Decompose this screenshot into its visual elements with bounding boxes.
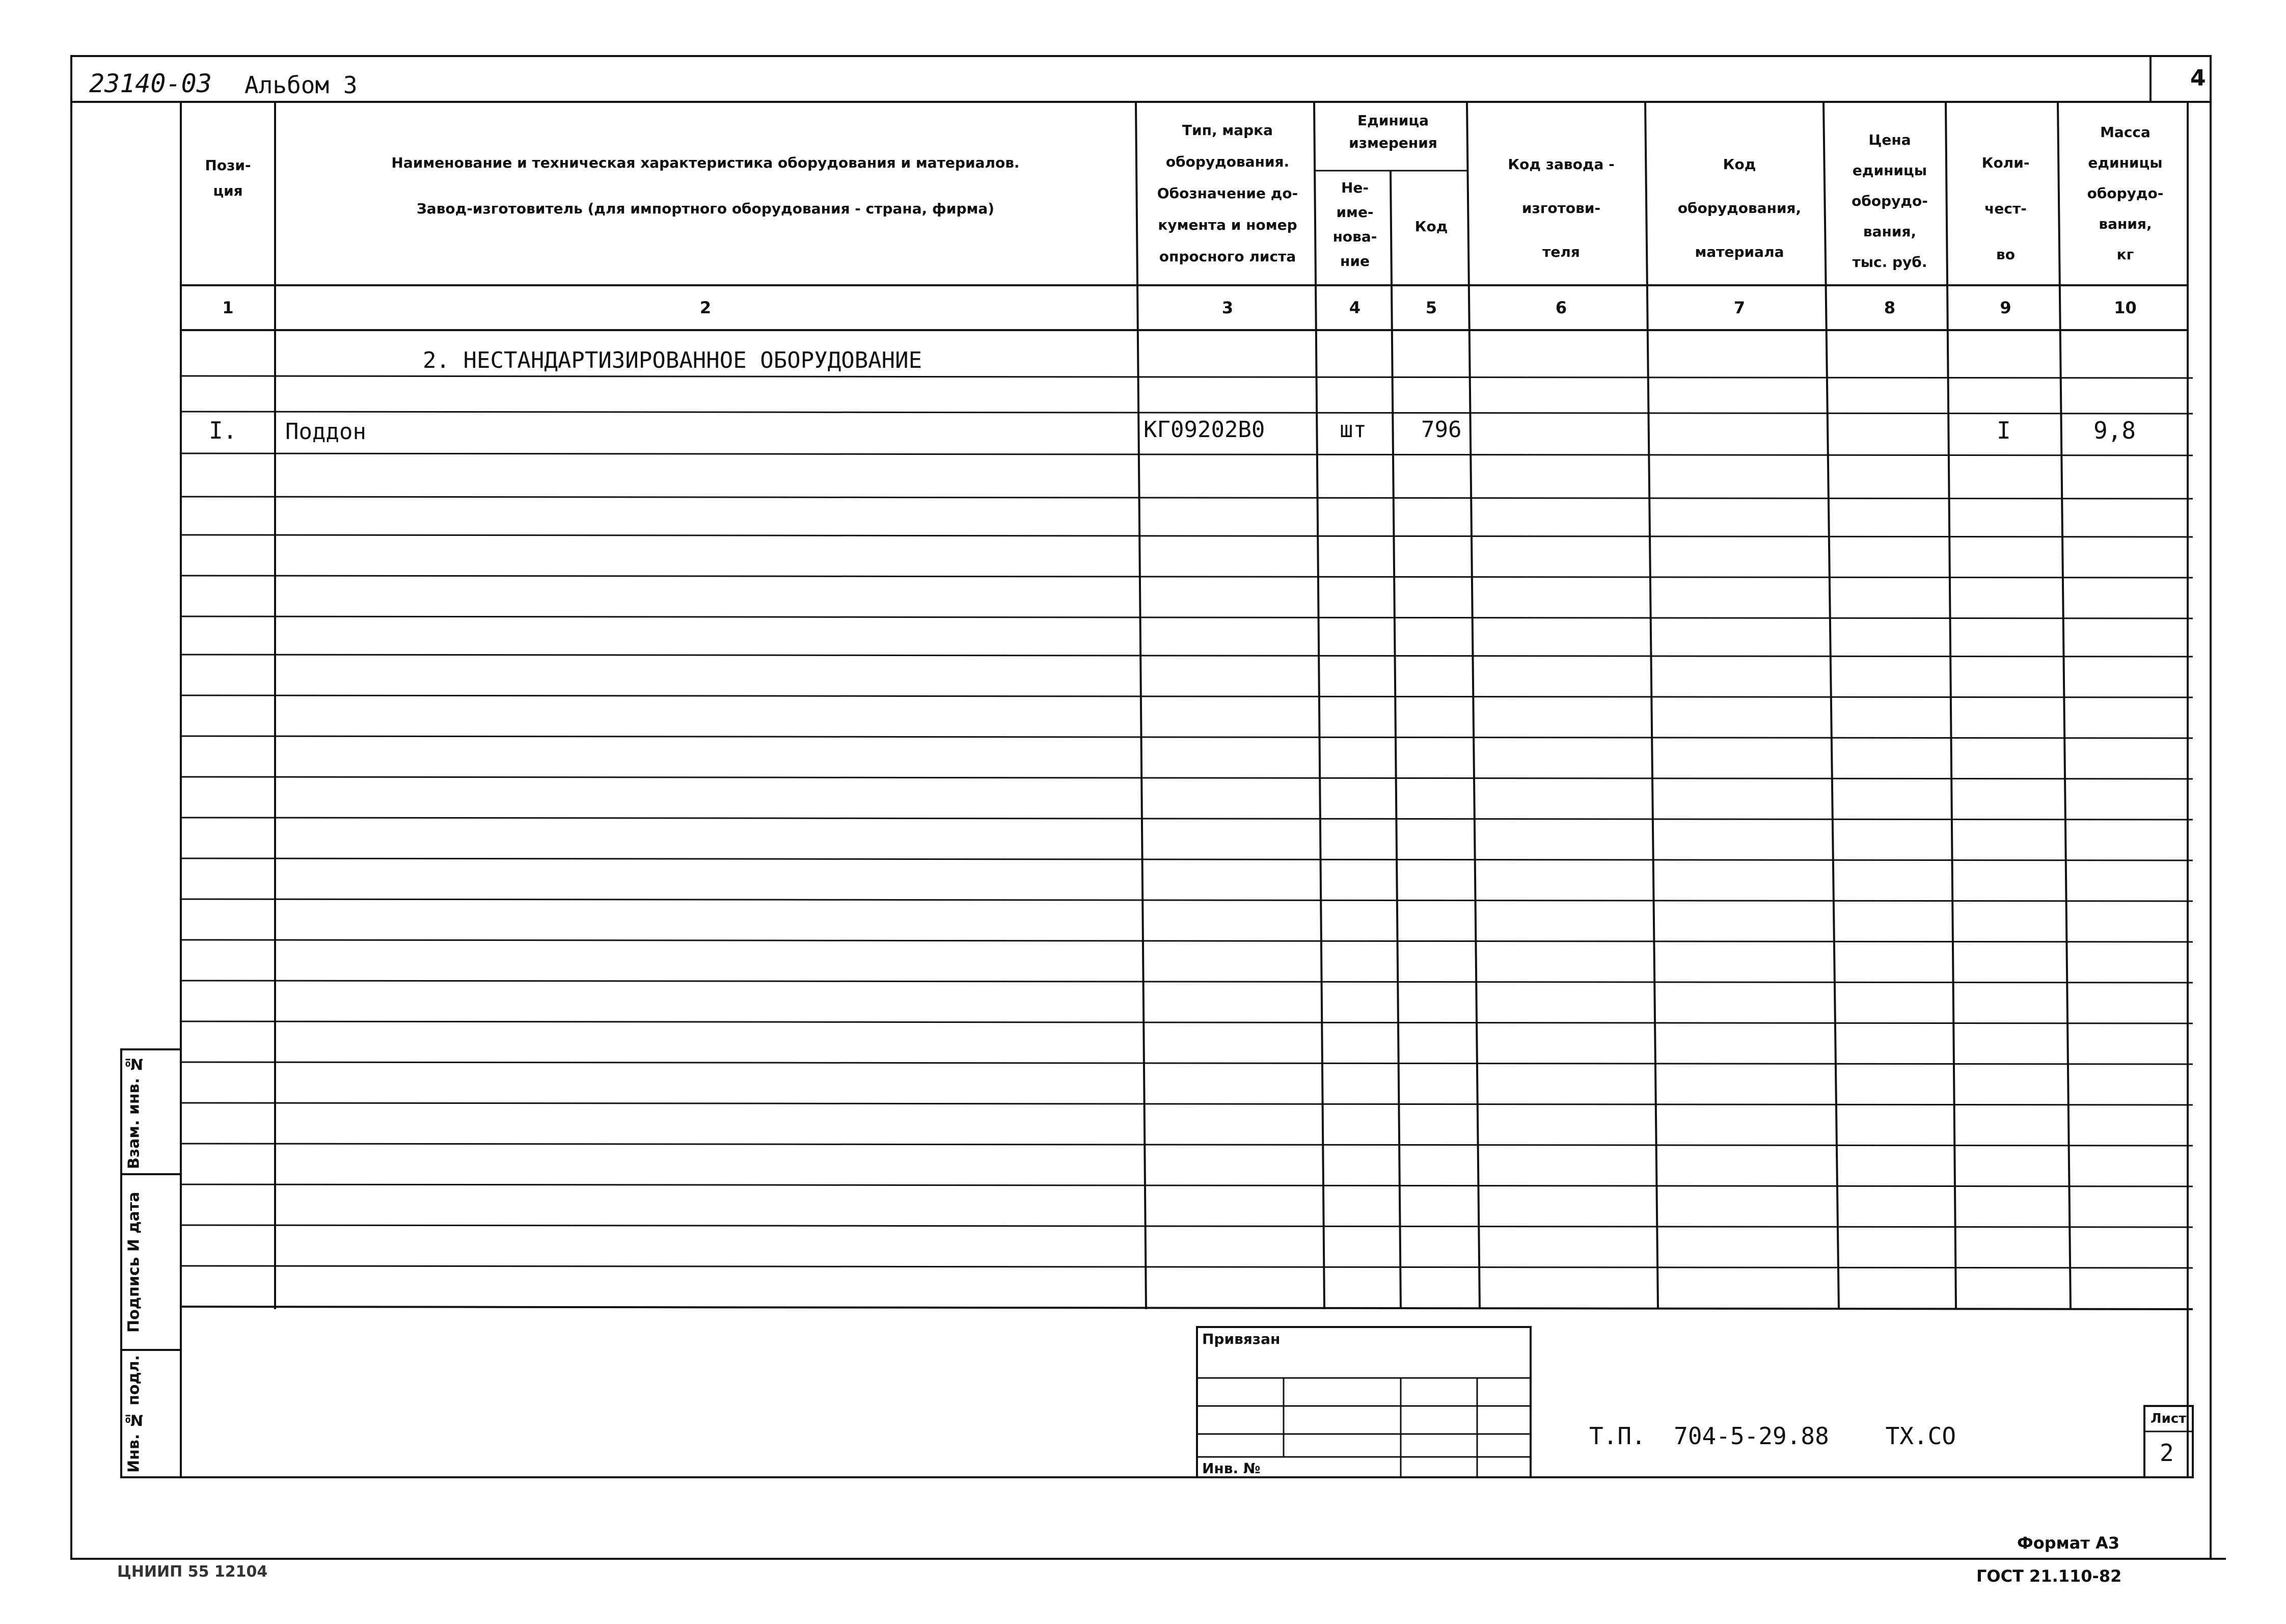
- row-type: КГ09202В0: [1144, 417, 1265, 443]
- unit-group-header: Единица измерения: [1349, 112, 1437, 151]
- row-name: Поддон: [285, 419, 366, 445]
- section-title: 2. НЕСТАНДАРТИЗИРОВАННОЕ ОБОРУДОВАНИЕ: [423, 347, 922, 373]
- sheet-label: Лист: [2151, 1411, 2187, 1426]
- col-5-number: 5: [1425, 298, 1437, 317]
- col-9-header: Коли- чест- во: [1981, 154, 2030, 263]
- side-label-inv: Инв. № подл.: [125, 1355, 143, 1473]
- col-7-header: Код оборудования, материала: [1677, 156, 1802, 260]
- col-10-number: 10: [2114, 298, 2137, 317]
- sheet-number: 2: [2160, 1439, 2174, 1467]
- footer-gost: ГОСТ 21.110-82: [1976, 1566, 2122, 1586]
- row-unit-code: 796: [1421, 417, 1462, 443]
- col-2-subheader: Завод-изготовитель (для импортного оборудования - страна, фирма): [416, 200, 995, 217]
- col-8-header: Цена единицы оборудо- вания, тыс. руб.: [1852, 131, 1928, 270]
- col-1-number: 1: [222, 298, 234, 317]
- side-label-vzam: Взам. инв. №: [125, 1054, 143, 1169]
- col-4-header: Не- име- нова- ние: [1332, 179, 1377, 269]
- col-3-number: 3: [1221, 298, 1234, 317]
- row-quantity: I: [1997, 417, 2011, 444]
- stamp-inv-no: Инв. №: [1202, 1460, 1261, 1477]
- col-2-number: 2: [699, 298, 712, 317]
- col-4-number: 4: [1349, 298, 1361, 317]
- col-10-header: Масса единицы оборудо- вания, кг: [2087, 124, 2164, 263]
- col-7-number: 7: [1733, 298, 1746, 317]
- row-position: I.: [209, 417, 237, 444]
- col-5-header: Код: [1414, 218, 1448, 235]
- doc-number: 23140-03: [89, 69, 212, 98]
- col-3-header: Тип, марка оборудования. Обозначение до- кумента и номер опросного листа: [1157, 122, 1298, 265]
- footer-left: ЦНИИП 55 12104: [117, 1563, 268, 1581]
- page-number: 4: [2190, 65, 2206, 91]
- row-mass: 9,8: [2093, 417, 2136, 444]
- stamp-privyazan: Привязан: [1202, 1331, 1281, 1347]
- stamp-designation: Т.П. 704-5-29.88 ТХ.СО: [1589, 1422, 1956, 1450]
- col-8-number: 8: [1884, 298, 1896, 317]
- side-label-podpis: Подпись И дата: [125, 1192, 143, 1333]
- col-6-number: 6: [1555, 298, 1567, 317]
- col-6-header: Код завода - изготови- теля: [1508, 156, 1615, 260]
- album-label: Альбом 3: [244, 71, 358, 99]
- col-1-header: Пози- ция: [205, 157, 251, 199]
- footer-format: Формат А3: [2017, 1533, 2120, 1553]
- row-unit: шт: [1340, 417, 1367, 443]
- col-9-number: 9: [2000, 298, 2011, 317]
- col-2-header: Наименование и техническая характеристика оборудования и материалов.: [391, 154, 1020, 171]
